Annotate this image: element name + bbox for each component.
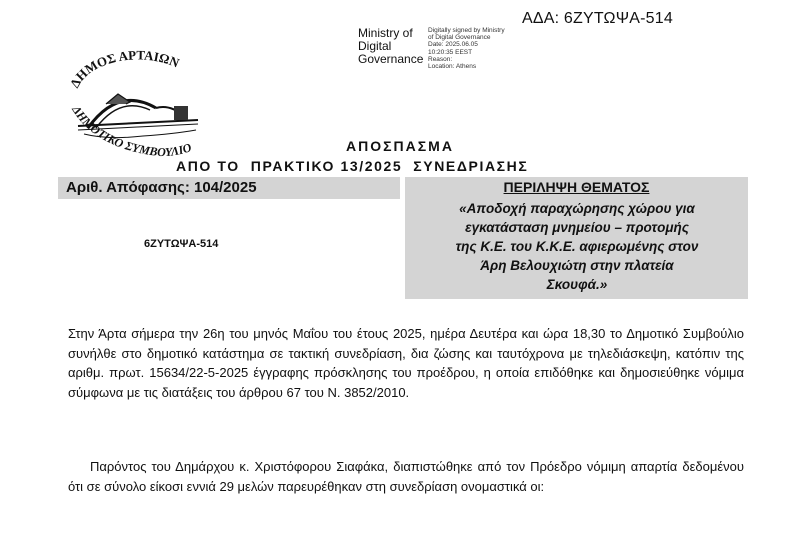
ada-code: ΑΔΑ: 6ΖΥΤΩΨΑ-514 xyxy=(522,10,673,27)
subject-line: «Αποδοχή παραχώρησης χώρου για xyxy=(459,201,695,216)
subject-line: Σκουφά.» xyxy=(546,277,608,292)
ministry-label xyxy=(358,27,423,66)
signature-line: Date: 2025.06.05 xyxy=(428,41,478,49)
subject-line: της Κ.Ε. του Κ.Κ.Ε. αφιερωμένης στον xyxy=(455,239,699,254)
decision-number: Αριθ. Απόφασης: 104/2025 xyxy=(66,179,257,196)
signature-line: Reason: xyxy=(428,55,453,63)
document-title: ΑΠΟΣΠΑΣΜΑ xyxy=(346,138,454,154)
subject-text xyxy=(412,199,742,294)
signature-line: of Digital Governance xyxy=(428,34,491,42)
body-paragraph: Παρόντος του Δημάρχου κ. Χριστόφορου Σιαφάκα, διαπιστώθηκε από τον Πρόεδρο νόμιμη απαρτία δεδομένου ότι σε σύνολο είκοσι εννιά 29 μελών παρευρέθηκαν στη συνεδρίαση ονομαστικά οι: xyxy=(68,459,744,494)
signature-line: Location: Athens xyxy=(428,63,477,71)
minutes-subtitle: ΑΠΟ ΤΟ ΠΡΑΚΤΙΚΟ 13/2025 ΣΥΝΕΔΡΙΑΣΗΣ xyxy=(176,158,529,174)
digital-signature xyxy=(428,27,505,70)
body-paragraph: Στην Άρτα σήμερα την 26η του μηνός Μαΐου του έτους 2025, ημέρα Δευτέρα και ώρα 18,30 το Δημοτικό Συμβούλιο συνήλθε στο δημοτικό κατάστημα σε τακτική συνεδρίαση, δια ζώσης και ταυτόχρονα με τηλεδιάσκεψη, κατόπιν της αριθμ. πρωτ. 15634/22-5-2025 έγγραφης πρόσκλησης του προέδρου, η οποία επιδόθηκε και δημοσιεύθηκε νόμιμα σύμφωνα με τις διατάξεις του άρθρου 67 του Ν. 3852/2010. xyxy=(68,326,744,400)
subject-line: εγκατάσταση μνημείου – προτομής xyxy=(465,220,689,235)
logo-top-text: ΔΗΜΟΣ ΑΡΤΑΙΩΝ xyxy=(66,48,182,91)
signature-line: 10:20:35 EEST xyxy=(428,48,473,56)
ministry-line: Governance xyxy=(358,52,424,66)
subject-heading: ΠΕΡΙΛΗΨΗ ΘΕΜΑΤΟΣ xyxy=(503,179,650,195)
ministry-line: Digital xyxy=(358,39,392,53)
subject-line: Άρη Βελουχιώτη στην πλατεία xyxy=(480,258,674,273)
ministry-line: Ministry of xyxy=(358,26,413,40)
decision-code: 6ΖΥΤΩΨΑ-514 xyxy=(144,238,219,250)
signature-line: Digitally signed by Ministry xyxy=(428,27,505,34)
logo-bottom-text: ΔΗΜΟΤΙΚΟ ΣΥΜΒΟΥΛΙΟ xyxy=(69,102,194,160)
